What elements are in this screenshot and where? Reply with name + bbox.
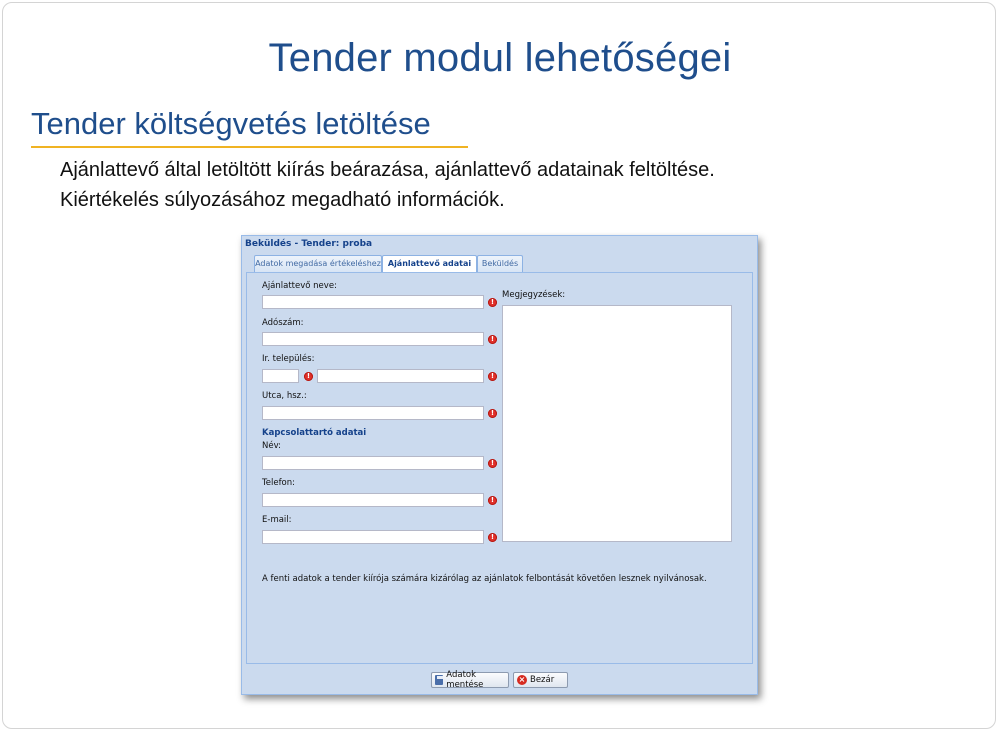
error-icon: ! — [488, 533, 497, 542]
privacy-info-text: A fenti adatok a tender kiírója számára kizárólag az ajánlatok felbontását követően lesznek nyilvánosak. — [262, 574, 707, 584]
slide-paragraph-2: Kiértékelés súlyozásához megadható információk. — [60, 189, 505, 211]
slide-subtitle: Tender költségvetés letöltése — [31, 106, 431, 141]
error-icon: ! — [488, 372, 497, 381]
submission-window — [241, 235, 758, 695]
contact-section-heading: Kapcsolattartó adatai — [262, 428, 367, 438]
error-icon: ! — [304, 372, 313, 381]
tax-number-input[interactable] — [262, 332, 484, 346]
city-input[interactable] — [317, 369, 484, 383]
notes-label: Megjegyzések: — [502, 290, 566, 300]
error-icon: ! — [488, 496, 497, 505]
bidder-name-label: Ajánlattevő neve: — [262, 281, 337, 291]
subtitle-underline — [31, 146, 468, 148]
tax-number-label: Adószám: — [262, 318, 304, 328]
slide-title: Tender modul lehetőségei — [268, 36, 732, 80]
zip-code-input[interactable] — [262, 369, 299, 383]
close-button[interactable] — [513, 672, 568, 688]
tab-bidder-data[interactable]: Ajánlattevő adatai — [382, 255, 477, 273]
error-icon: ! — [488, 459, 497, 468]
zip-city-label: Ir. település: — [262, 354, 315, 364]
form-panel — [246, 272, 753, 664]
tab-evaluation-data[interactable]: Adatok megadása értékeléshez — [254, 255, 382, 272]
contact-name-label: Név: — [262, 441, 282, 451]
email-input[interactable] — [262, 530, 484, 544]
tab-submit[interactable]: Beküldés — [477, 255, 523, 272]
save-data-button[interactable] — [431, 672, 509, 688]
street-input[interactable] — [262, 406, 484, 420]
phone-label: Telefon: — [262, 478, 296, 488]
error-icon: ! — [488, 335, 497, 344]
close-icon: × — [518, 675, 526, 684]
contact-name-input[interactable] — [262, 456, 484, 470]
slide-paragraph-1: Ajánlattevő által letöltött kiírás beárazása, ajánlattevő adatainak feltöltése. — [60, 159, 715, 181]
window-title: Beküldés - Tender: proba — [245, 239, 373, 249]
notes-textarea[interactable] — [502, 305, 732, 542]
error-icon: ! — [488, 409, 497, 418]
error-icon: ! — [488, 298, 497, 307]
save-button-label: Adatok mentése — [446, 670, 484, 690]
phone-input[interactable] — [262, 493, 484, 507]
street-label: Utca, hsz.: — [262, 391, 307, 401]
close-button-label: Bezár — [530, 675, 555, 685]
bidder-name-input[interactable] — [262, 295, 484, 309]
email-label: E-mail: — [262, 515, 292, 525]
save-icon — [435, 675, 443, 685]
